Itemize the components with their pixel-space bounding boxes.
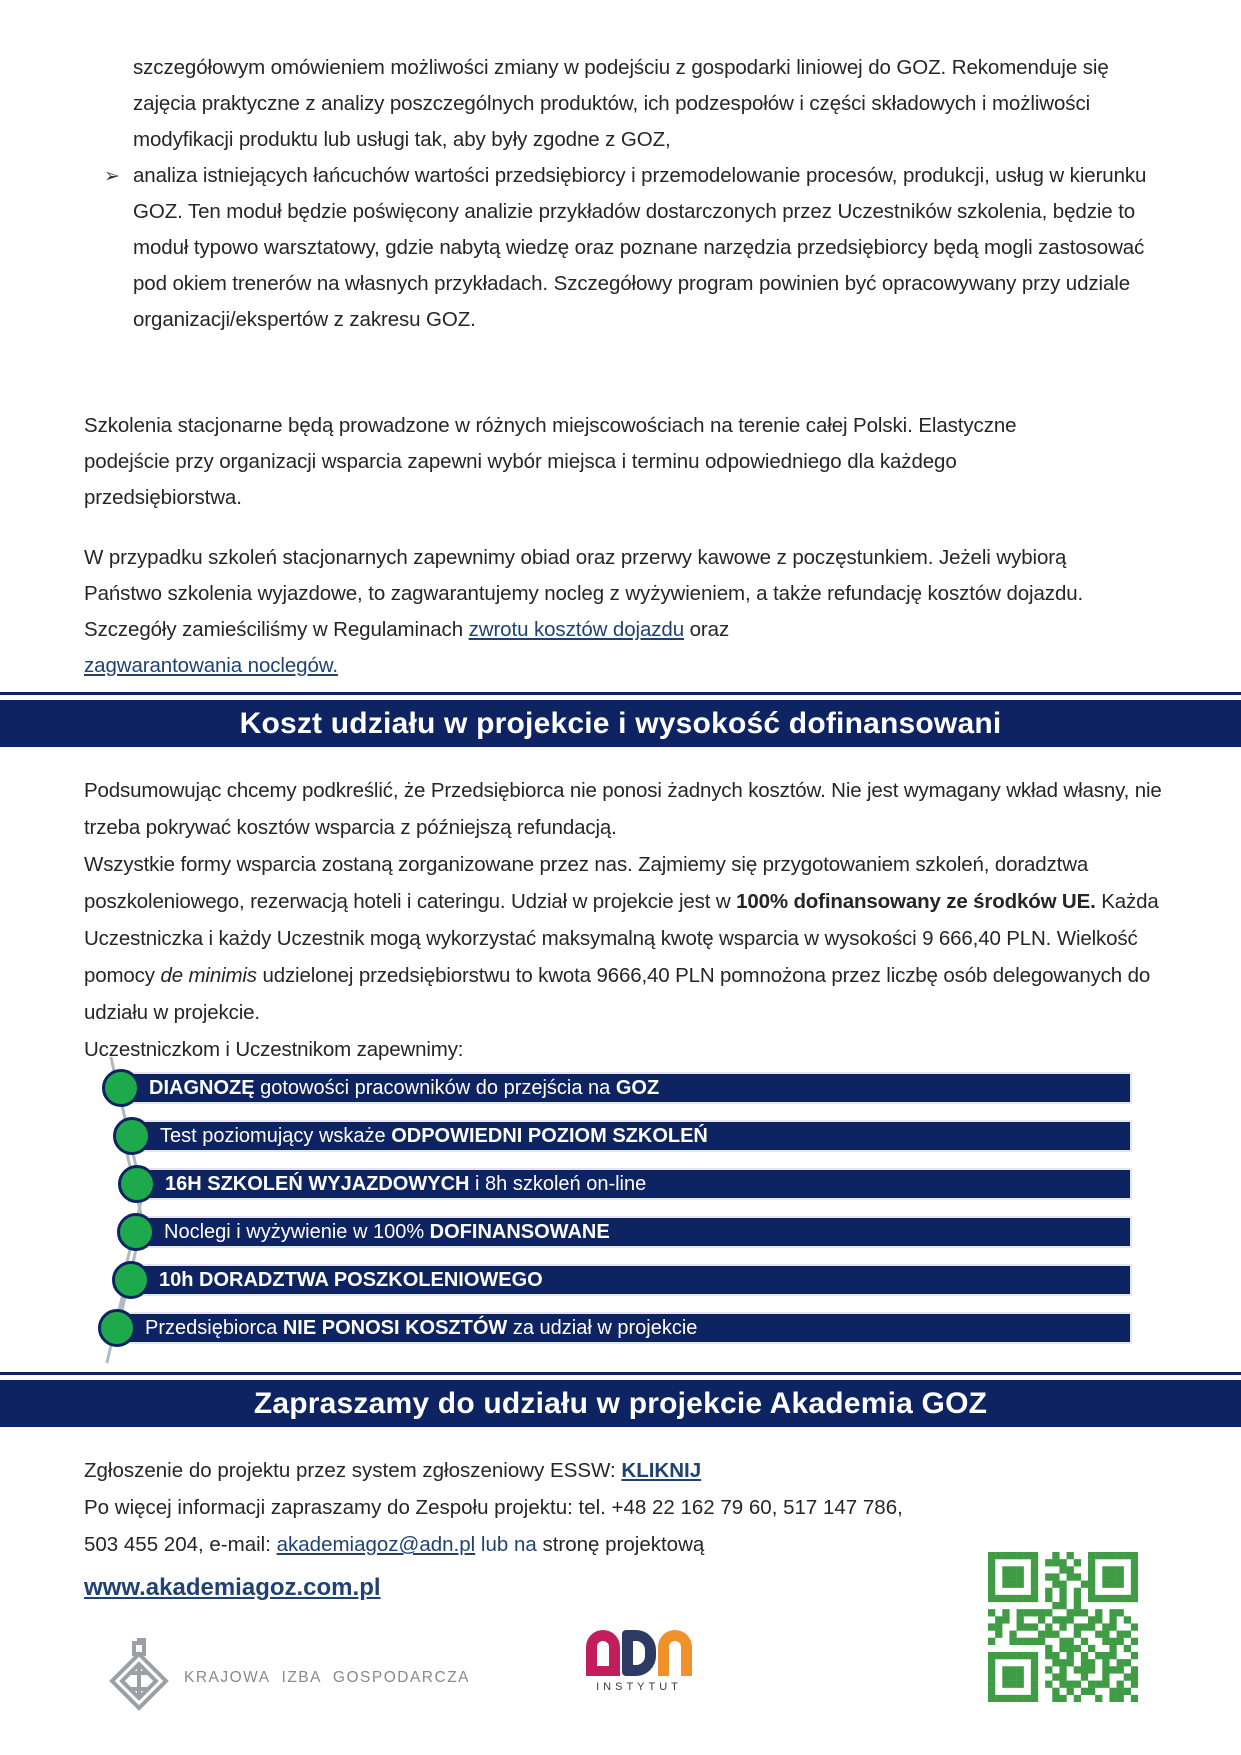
adn-letter-a-icon bbox=[586, 1630, 620, 1676]
paragraph-catering: W przypadku szkoleń stacjonarnych zapewnimy obiad oraz przerwy kawowe z poczęstunkiem. Jeżeli wybiorą Państwo szkolenia wyjazdowe, to zagwarantujemy nocleg z wyżywieniem, a także refundację kosztów dojazdu. Szczegóły zamieściliśmy w Regulaminach zwrotu kosztów dojazdu oraz zagwarantowania noclegów. bbox=[84, 546, 1084, 677]
link-website[interactable]: www.akademiagoz.com.pl bbox=[84, 1574, 381, 1601]
benefit-item-label: 16H SZKOLEŃ WYJAZDOWYCH i 8h szkoleń on-line bbox=[165, 1173, 647, 1195]
adn-letters-icon bbox=[574, 1628, 704, 1676]
link-zwrotu-kosztow-dojazdu[interactable]: zwrotu kosztów dojazdu bbox=[468, 618, 685, 641]
website-row bbox=[84, 1569, 984, 1607]
contact-line-phones: Po więcej informacji zapraszamy do Zespołu projektu: tel. +48 22 162 79 60, 517 147 786, bbox=[84, 1496, 903, 1519]
intro-continuation-text: szczegółowym omówieniem możliwości zmiany w podejściu z gospodarki liniowej do GOZ. Rekomenduje się zajęcia praktyczne z analizy poszczególnych produktów, ich podzespołów i części składowych i możliwości modyfikacji produktu lub usługi tak, aby były zgodne z GOZ, bbox=[133, 56, 1109, 151]
costs-body-text: Podsumowując chcemy podkreślić, że Przedsiębiorca nie ponosi żadnych kosztów. Nie jest wymagany wkład własny, nie trzeba pokrywać kosztów wsparcia z późniejszą refundacją. Wszystkie formy wsparcia zostaną zorganizowane przez nas. Zajmiemy się przygotowaniem szkoleń, doradztwa poszkoleniowego, rezerwacją hoteli i cateringu. Udział w projekcie jest w 100% dofinansowany ze środków UE. Każda Uczestniczka i każdy Uczestnik mogą wykorzystać maksymalną kwotę wsparcia w wysokości 9 666,40 PLN. Wielkość pomocy de minimis udzielonej przedsiębiorstwu to kwota 9666,40 PLN pomnożona przez liczbę osób delegowanych do udziału w projekcie. bbox=[84, 779, 1162, 1024]
chain-node-icon bbox=[112, 1261, 150, 1299]
adn-logo-subtitle: INSTYTUT bbox=[596, 1681, 682, 1693]
kig-logo-label: KRAJOWA IZBA GOSPODARCZA bbox=[184, 1669, 470, 1686]
benefit-item-koszty bbox=[113, 1312, 1132, 1344]
benefit-item-diagnoza bbox=[117, 1072, 1132, 1104]
kig-emblem-icon bbox=[108, 1638, 170, 1718]
benefit-item-doradztwo bbox=[127, 1264, 1132, 1296]
section-banner-invite bbox=[0, 1372, 1241, 1427]
contact-section bbox=[84, 1452, 984, 1607]
link-email[interactable]: akademiagoz@adn.pl bbox=[276, 1533, 476, 1556]
intro-section bbox=[84, 50, 1170, 338]
costs-lead-in: Uczestniczkom i Uczestnikom zapewnimy: bbox=[84, 1038, 464, 1061]
link-zagwarantowania-noclegow[interactable]: zagwarantowania noclegów. bbox=[84, 654, 338, 677]
costs-section bbox=[84, 772, 1176, 1068]
arrow-bullet-icon: ➢ bbox=[104, 166, 120, 187]
banner-costs-title: Koszt udziału w projekcie i wysokość dofinansowani bbox=[0, 700, 1241, 747]
benefit-item-test bbox=[128, 1120, 1132, 1152]
contact-line-essw: Zgłoszenie do projektu przez system zgłoszeniowy ESSW: KLIKNIJ bbox=[84, 1459, 702, 1482]
contact-line-email: 503 455 204, e-mail: akademiagoz@adn.pl lub na stronę projektową bbox=[84, 1533, 705, 1556]
benefit-item-label: Przedsiębiorca NIE PONOSI KOSZTÓW za udział w projekcie bbox=[145, 1317, 698, 1339]
bullet-item bbox=[84, 158, 1170, 338]
benefits-chain-list bbox=[95, 1056, 1132, 1360]
paragraph-stationary-trainings: Szkolenia stacjonarne będą prowadzone w różnych miejscowościach na terenie całej Polski. Elastyczne podejście przy organizacji wsparcia zapewni wybór miejsca i terminu odpowiedniego dla każdego przedsiębiorstwa. bbox=[84, 414, 1017, 509]
benefit-item-noclegi bbox=[132, 1216, 1132, 1248]
link-kliknij[interactable]: KLIKNIJ bbox=[621, 1459, 702, 1482]
benefit-item-label: DIAGNOZĘ gotowości pracowników do przejścia na GOZ bbox=[149, 1077, 660, 1099]
chain-node-icon bbox=[118, 1165, 156, 1203]
kig-logo bbox=[108, 1638, 470, 1718]
section-banner-costs bbox=[0, 692, 1241, 747]
chain-node-icon bbox=[102, 1069, 140, 1107]
qr-code bbox=[988, 1552, 1138, 1702]
benefit-item-szkolenia bbox=[133, 1168, 1132, 1200]
banner-top-rule bbox=[0, 692, 1241, 695]
banner-top-rule bbox=[0, 1372, 1241, 1375]
adn-logo bbox=[574, 1628, 704, 1693]
chain-node-icon bbox=[113, 1117, 151, 1155]
bullet-item-text: analiza istniejących łańcuchów wartości przedsiębiorcy i przemodelowanie procesów, produkcji, usług w kierunku GOZ. Ten moduł będzie poświęcony analizie przykładów dostarczonych przez Uczestników szkolenia, będzie to moduł typowo warsztatowy, gdzie nabytą wiedzę oraz poznane narzędzia przedsiębiorcy będą mogli zastosować pod okiem trenerów na własnych przykładach. Szczegółowy program powinien być opracowywany przy udziale organizacji/ekspertów z zakresu GOZ. bbox=[133, 164, 1147, 331]
chain-node-icon bbox=[98, 1309, 136, 1347]
benefit-item-label: Noclegi i wyżywienie w 100% DOFINANSOWANE bbox=[164, 1221, 610, 1243]
benefit-item-label: Test poziomujący wskaże ODPOWIEDNI POZIOM SZKOLEŃ bbox=[160, 1125, 708, 1147]
benefit-item-label: 10h DORADZTWA POSZKOLENIOWEGO bbox=[159, 1269, 543, 1291]
adn-letter-d-icon bbox=[622, 1630, 656, 1676]
banner-invite-title: Zapraszamy do udziału w projekcie Akademia GOZ bbox=[0, 1380, 1241, 1427]
chain-node-icon bbox=[117, 1213, 155, 1251]
adn-letter-n-icon bbox=[658, 1630, 692, 1676]
